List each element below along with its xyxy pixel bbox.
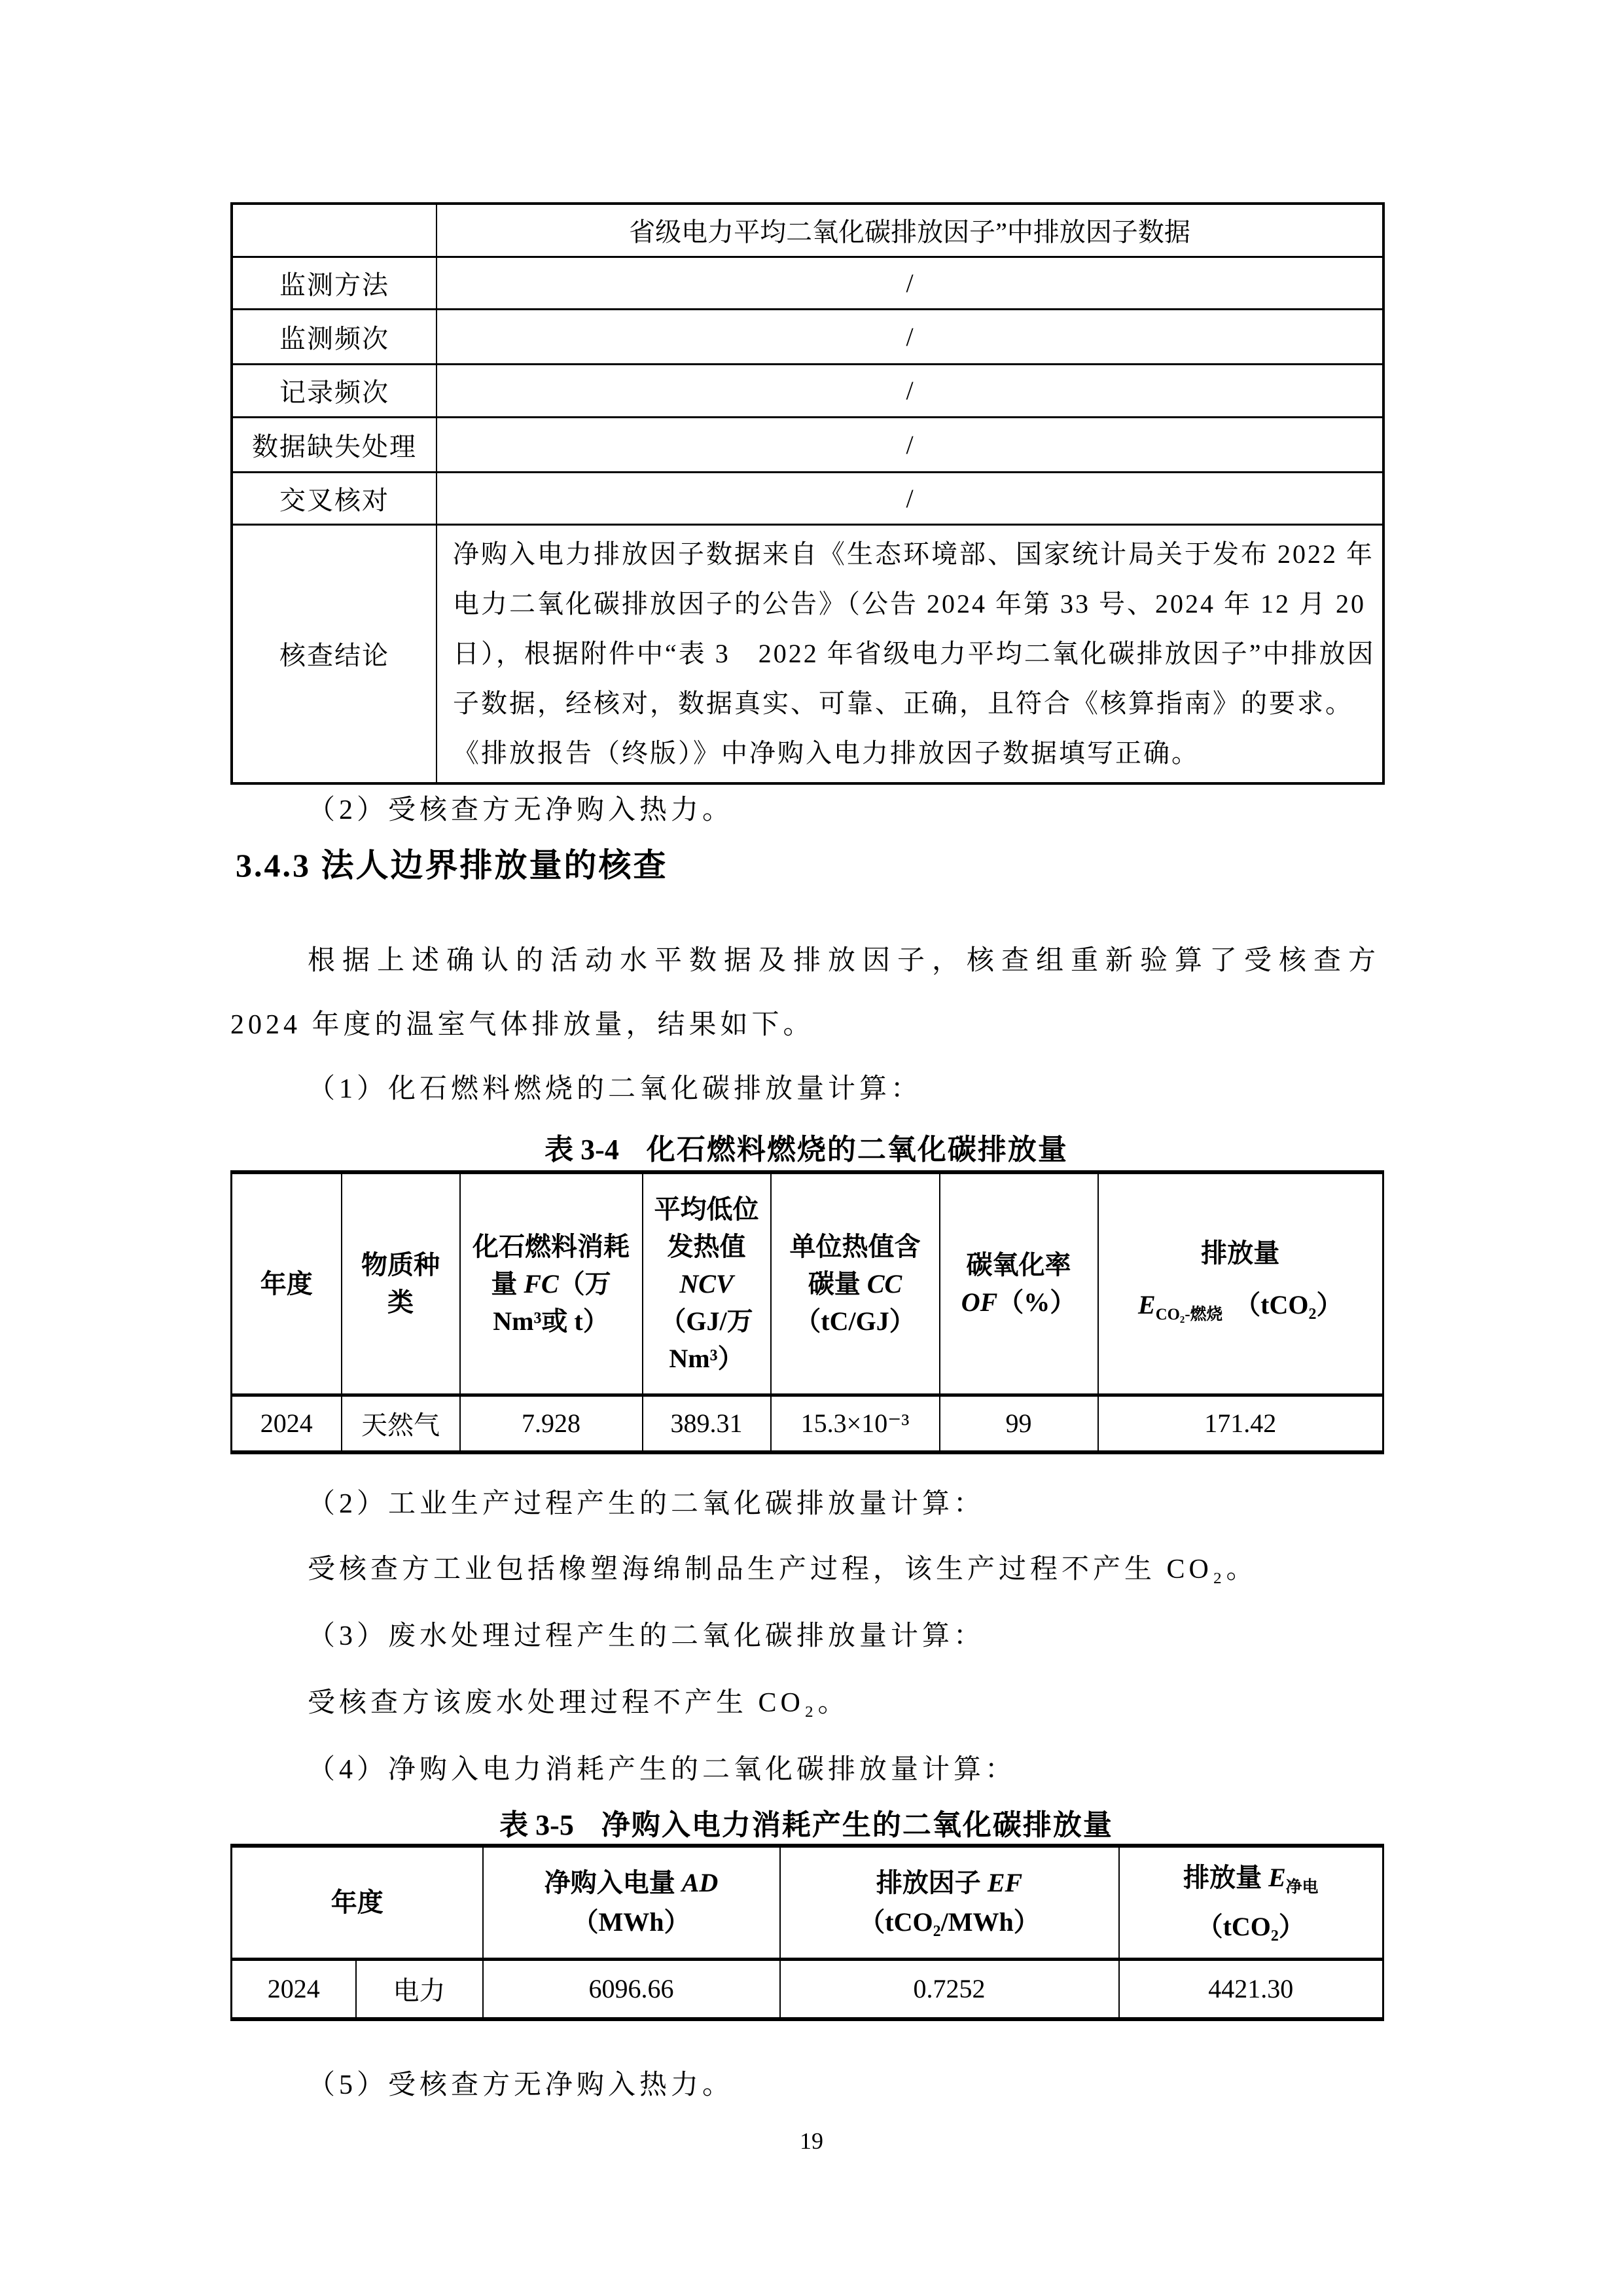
cell-cc: 15.3×10⁻³	[771, 1395, 940, 1452]
header-material: 物质种类	[342, 1172, 460, 1395]
paragraph-power-calc: （4）净购入电力消耗产生的二氧化碳排放量计算：	[308, 1755, 1017, 1785]
cell-fc: 7.928	[460, 1395, 643, 1452]
paragraph-no-purchased-heat-5: （5）受核查方无净购入热力。	[308, 2070, 734, 2100]
paragraph-industry-note: 受核查方工业包括橡塑海绵制品生产过程，该生产过程不产生 CO₂。	[308, 1554, 1258, 1585]
cell-of: 99	[940, 1395, 1098, 1452]
table35-caption	[230, 1801, 1382, 1843]
header-year: 年度	[232, 1846, 483, 1959]
table34-header-row	[232, 1172, 1383, 1395]
section-heading-343: 3.4.3 法人边界排放量的核查	[236, 847, 668, 884]
row-label: 监测方法	[232, 257, 437, 309]
header-of: 碳氧化率 OF（%）	[940, 1172, 1098, 1395]
conclusion-line: 《排放报告（终版）》中净购入电力排放因子数据填写正确。	[453, 738, 1200, 768]
cell-emission: 171.42	[1098, 1395, 1383, 1452]
header-fc: 化石燃料消耗量 FC（万 Nm³或 t）	[460, 1172, 643, 1395]
table34-caption	[230, 1126, 1382, 1168]
table35-data-row	[232, 1959, 1383, 2019]
page-number: 19	[800, 2128, 823, 2154]
row-label: 记录频次	[232, 364, 437, 417]
conclusion-row	[232, 524, 1383, 783]
header-emission: 排放量 $E_{净电}(tCO_2)$	[1119, 1846, 1383, 1959]
table34-data-row	[232, 1395, 1383, 1452]
cell-ef: 0.7252	[780, 1959, 1119, 2019]
cell-year: 2024	[232, 1959, 356, 2019]
header-ef: 排放因子 EF （tCO₂/MWh）	[780, 1846, 1119, 1959]
header-ad: 净购入电量 AD （MWh）	[483, 1846, 780, 1959]
conclusion-line: 子数据，经核对，数据真实、可靠、正确，且符合《核算指南》的要求。	[453, 688, 1353, 718]
row-value: /	[437, 309, 1383, 364]
fossil-fuel-emission-table	[230, 1170, 1384, 1454]
row-value: /	[437, 364, 1383, 417]
conclusion-line: 日），根据附件中“表 3 2022 年省级电力平均二氧化碳排放因子”中排放因	[453, 638, 1376, 668]
table-row	[232, 472, 1383, 524]
row-value: /	[437, 417, 1383, 472]
table-row	[232, 309, 1383, 364]
table-row	[232, 417, 1383, 472]
cell-material: 天然气	[342, 1395, 460, 1452]
row-value: /	[437, 472, 1383, 524]
cell-year: 2024	[232, 1395, 342, 1452]
cell-type: 电力	[356, 1959, 483, 2019]
row-label: 数据缺失处理	[232, 417, 437, 472]
paragraph-industry-calc: （2）工业生产过程产生的二氧化碳排放量计算：	[308, 1489, 986, 1519]
cell-emission: 4421.30	[1119, 1959, 1383, 2019]
header-year: 年度	[232, 1172, 342, 1395]
emission-formula: $E_{CO_2-燃烧}$ （tCO₂）	[1138, 1289, 1343, 1323]
header-cc: 单位热值含碳量 CC（tC/GJ）	[771, 1172, 940, 1395]
row-label: 交叉核对	[232, 472, 437, 524]
paragraph-fossil-calc: （1）化石燃料燃烧的二氧化碳排放量计算：	[308, 1074, 923, 1104]
paragraph-waste-calc: （3）废水处理过程产生的二氧化碳排放量计算：	[308, 1621, 986, 1651]
table35-caption-number: 表 3-5	[499, 1809, 574, 1841]
table34-caption-number: 表 3-4	[544, 1134, 619, 1166]
table34-caption-title: 化石燃料燃烧的二氧化碳排放量	[646, 1134, 1068, 1166]
conclusion-label: 核查结论	[232, 524, 437, 783]
cell-ncv: 389.31	[643, 1395, 771, 1452]
row-label: 监测频次	[232, 309, 437, 364]
table35-header-row	[232, 1846, 1383, 1959]
conclusion-line: 电力二氧化碳排放因子的公告》（公告 2024 年第 33 号、2024 年 12 月 20	[453, 588, 1366, 619]
header-ncv: 平均低位发热值 NCV（GJ/万 Nm³）	[643, 1172, 771, 1395]
monitoring-factor-table	[230, 202, 1385, 785]
emission-title: 排放量	[1201, 1238, 1280, 1268]
paragraph-waste-note: 受核查方该废水处理过程不产生 CO₂。	[308, 1688, 849, 1718]
row-value: /	[437, 257, 1383, 309]
cell-ad: 6096.66	[483, 1959, 780, 2019]
table-row	[232, 364, 1383, 417]
conclusion-text-cell	[437, 524, 1383, 783]
purchased-electricity-emission-table	[230, 1844, 1384, 2021]
table35-caption-title: 净购入电力消耗产生的二氧化碳排放量	[601, 1809, 1113, 1841]
paragraph-no-purchased-heat-2: （2）受核查方无净购入热力。	[308, 795, 734, 825]
conclusion-line: 净购入电力排放因子数据来自《生态环境部、国家统计局关于发布 2022 年	[453, 539, 1374, 569]
table-row	[232, 204, 1383, 257]
factor-source-cell: 省级电力平均二氧化碳排放因子”中排放因子数据	[437, 204, 1383, 257]
empty-label-cell	[232, 204, 437, 257]
paragraph-body-1: 根据上述确认的活动水平数据及排放因子，核查组重新验算了受核查方	[308, 946, 1383, 976]
table-row	[232, 257, 1383, 309]
paragraph-body-2: 2024 年度的温室气体排放量，结果如下。	[230, 1010, 815, 1040]
header-emission	[1098, 1172, 1383, 1395]
